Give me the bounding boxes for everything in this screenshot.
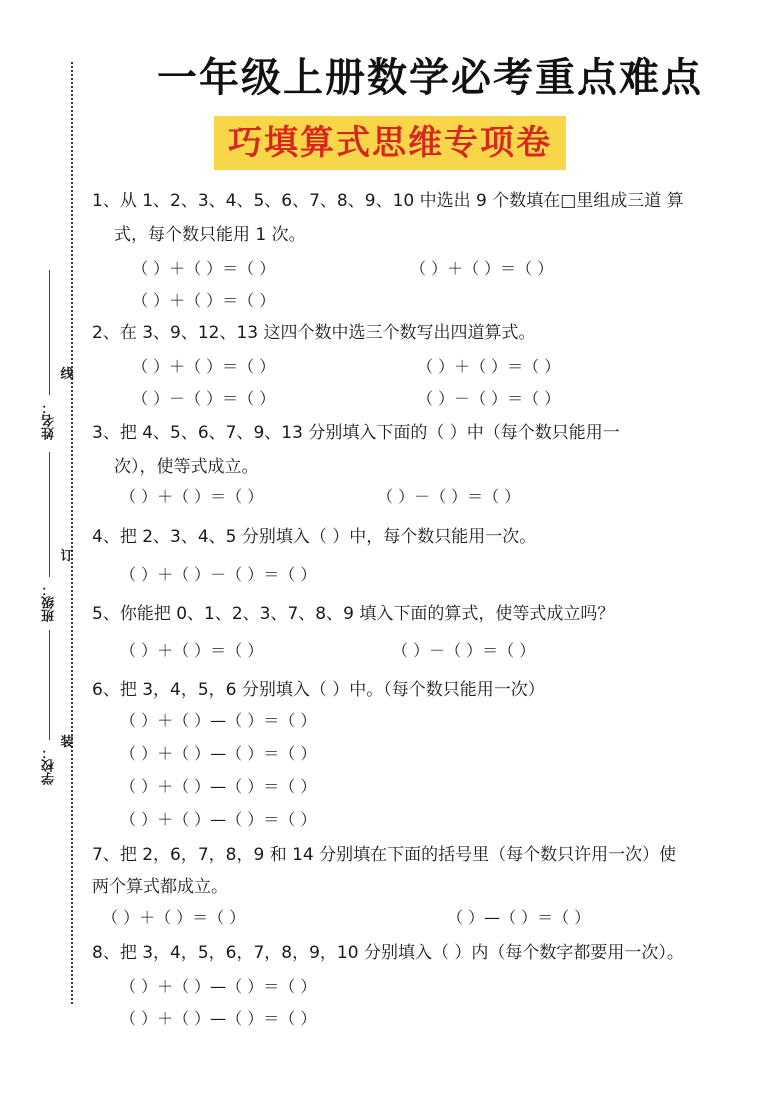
- question-4-text: 4、把 2、3、4、5 分别填入（ ）中，每个数只能用一次。: [92, 527, 537, 547]
- question-8-text: 8、把 3，4，5，6，7，8，9，10 分别填入（ ）内（每个数字都要用一次）。: [92, 943, 684, 963]
- q7-equation[interactable]: （ ）＋（ ）＝（ ）: [102, 908, 246, 927]
- question-3-text: 3、把 4、5、6、7、9、13 分别填入下面的（ ）中（每个数只能用一: [92, 423, 620, 443]
- question-1-text-cont: 式，每个数只能用 1 次。: [114, 225, 306, 245]
- binding-char-zhuang: 装: [60, 735, 74, 750]
- class-field[interactable]: [36, 452, 62, 622]
- q1-equation[interactable]: （ ）＋（ ）＝（ ）: [132, 291, 276, 310]
- q4-equation[interactable]: （ ）＋（ ）－（ ）＝（ ）: [120, 565, 317, 584]
- q3-equation[interactable]: （ ）＋（ ）＝（ ）: [120, 487, 264, 506]
- binding-dotted-line: [71, 62, 73, 1004]
- q6-equation[interactable]: （ ）＋（ ）—（ ）＝（ ）: [120, 711, 317, 730]
- page-subtitle: 巧填算式思维专项卷: [214, 116, 566, 170]
- binding-char-xian: 线: [60, 367, 74, 382]
- school-field[interactable]: [36, 630, 62, 785]
- q2-equation[interactable]: （ ）＋（ ）＝（ ）: [417, 357, 561, 376]
- name-line: [49, 270, 50, 395]
- q5-equation[interactable]: （ ）＋（ ）＝（ ）: [120, 641, 264, 660]
- school-label: 学校：: [41, 746, 57, 785]
- question-7-text: 7、把 2，6，7，8，9 和 14 分别填在下面的括号里（每个数只许用一次）使: [92, 845, 677, 865]
- q2-equation[interactable]: （ ）＋（ ）＝（ ）: [132, 357, 276, 376]
- question-3-text-cont: 次），使等式成立。: [114, 457, 259, 477]
- class-line: [49, 452, 50, 577]
- q8-equation[interactable]: （ ）＋（ ）—（ ）＝（ ）: [120, 977, 317, 996]
- question-5-text: 5、你能把 0、1、2、3、7、8、9 填入下面的算式，使等式成立吗？: [92, 604, 615, 624]
- binding-char-ding: 订: [60, 549, 74, 564]
- q2-equation[interactable]: （ ）－（ ）＝（ ）: [132, 389, 276, 408]
- q7-equation[interactable]: （ ）—（ ）＝（ ）: [447, 908, 591, 927]
- q6-equation[interactable]: （ ）＋（ ）—（ ）＝（ ）: [120, 744, 317, 763]
- q6-equation[interactable]: （ ）＋（ ）—（ ）＝（ ）: [120, 777, 317, 796]
- question-2-text: 2、在 3、9、12、13 这四个数中选三个数写出四道算式。: [92, 323, 536, 343]
- class-label: 班级：: [41, 583, 57, 622]
- q3-equation[interactable]: （ ）－（ ）＝（ ）: [377, 487, 521, 506]
- school-line: [49, 630, 50, 740]
- question-1-text: 1、从 1、2、3、4、5、6、7、8、9、10 中选出 9 个数填在□里组成三道 算: [92, 191, 684, 211]
- q8-equation[interactable]: （ ）＋（ ）—（ ）＝（ ）: [120, 1009, 317, 1028]
- question-7-text-cont: 两个算式都成立。: [92, 877, 228, 897]
- name-label: 姓名：: [41, 401, 57, 440]
- q1-equation[interactable]: （ ）＋（ ）＝（ ）: [410, 259, 554, 278]
- name-field[interactable]: [36, 270, 62, 440]
- question-6-text: 6、把 3，4，5，6 分别填入（ ）中。（每个数只能用一次）: [92, 680, 545, 700]
- page-title: 一年级上册数学必考重点难点: [157, 55, 703, 101]
- q5-equation[interactable]: （ ）－（ ）＝（ ）: [392, 641, 536, 660]
- q6-equation[interactable]: （ ）＋（ ）—（ ）＝（ ）: [120, 810, 317, 829]
- q2-equation[interactable]: （ ）－（ ）＝（ ）: [417, 389, 561, 408]
- q1-equation[interactable]: （ ）＋（ ）＝（ ）: [132, 259, 276, 278]
